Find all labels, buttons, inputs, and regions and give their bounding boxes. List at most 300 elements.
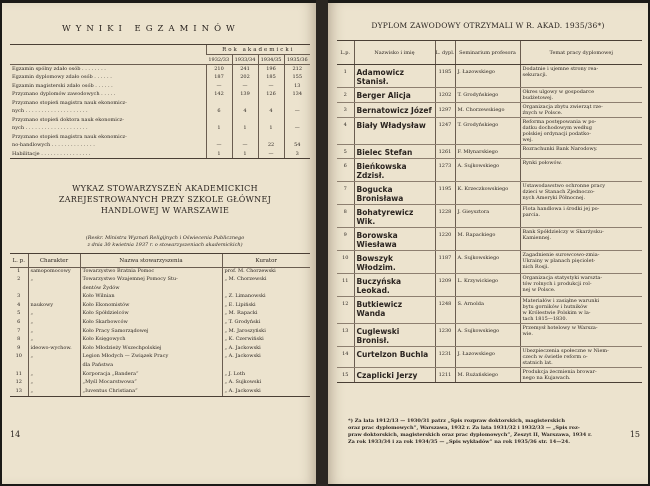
diploma-row: [337, 297, 642, 324]
graduate-name: Bowszyk Włodzim.: [354, 251, 435, 274]
topic-line: Kamiennej.: [522, 235, 552, 241]
assoc-lp: 3: [17, 293, 21, 300]
exam-value: [232, 133, 258, 142]
diploma-number: 1248: [435, 297, 455, 324]
diploma-topic: [520, 368, 642, 383]
exam-value: [284, 116, 310, 125]
curator-header: Kurator: [222, 254, 310, 268]
seminar-professor: F. Młynarskiego: [455, 145, 520, 159]
diploma-row: [337, 274, 642, 297]
footnote-line: *) Za lata 1912/13 — 1930/31 patrz „Spis rozpraw doktorskich, magisterskich: [348, 418, 565, 424]
graduate-name: Biały Władysław: [354, 118, 435, 145]
graduate-name: Cuglewski Bronisł.: [354, 324, 435, 347]
graduate-name: Berger Alicja: [354, 88, 435, 103]
associations-table: [10, 253, 310, 397]
assoc-row: [10, 371, 310, 380]
assoc-name: Korporacja „Bandera”: [80, 371, 222, 380]
exam-value: 6: [206, 107, 232, 116]
assoc-lp: 1: [17, 268, 21, 274]
diploma-lp: 12: [337, 297, 354, 324]
assoc-curator: „ M. Chorzewski: [222, 276, 310, 285]
seminar-professor: S. Arnolda: [455, 297, 520, 324]
diploma-number: 1230: [435, 324, 455, 347]
diploma-row: [337, 205, 642, 228]
exam-row: [10, 116, 310, 125]
year-header: 1935/36: [284, 55, 310, 65]
topic-line: nej w Polsce.: [522, 287, 556, 293]
diploma-row: [337, 118, 642, 145]
name-header: Nazwisko i imię: [354, 41, 435, 65]
lp-header: L.p.: [337, 41, 354, 65]
exam-value: 196: [258, 65, 284, 74]
exam-value: 210: [206, 65, 232, 74]
footnote-line: Za rok 1933/34 i za rok 1934/35 — „Spis wykładów” na rok 1935/36 str. 14—24.: [348, 439, 570, 445]
assoc-row: [10, 276, 310, 285]
assoc-curator: „ M. Jaroszyński: [222, 328, 310, 337]
topic-line: nego na Kujawach.: [522, 375, 571, 381]
assoc-character: „: [28, 388, 80, 397]
exam-row: [10, 133, 310, 142]
graduate-name: Bohatyrewicz Wik.: [354, 205, 435, 228]
assoc-name: Koło Młodzieży Wszechpolskiej: [80, 345, 222, 354]
page-number-right: 15: [629, 430, 640, 439]
assoc-curator: [222, 362, 310, 371]
diploma-number: 1273: [435, 159, 455, 182]
lp-header: L. p.: [10, 254, 28, 268]
assoc-character: „: [28, 371, 80, 380]
exam-row-label: nych . . . . . . . . . . . . . . . . . . . .: [12, 108, 88, 115]
topic-line: Bank Spółdzielczy w Skarżysku-: [522, 229, 604, 235]
seminar-professor: M. Rapackiego: [455, 228, 520, 251]
topic-line: wie.: [522, 331, 533, 337]
diploma-lp: 4: [337, 118, 354, 145]
year-header: 1933/34: [232, 55, 258, 65]
assoc-row: [10, 310, 310, 319]
diploma-row: [337, 145, 642, 159]
exam-value: 22: [258, 141, 284, 150]
exam-value: 202: [232, 73, 258, 82]
diploma-topic: [520, 159, 642, 182]
exam-value: 4: [258, 107, 284, 116]
diploma-row: [337, 228, 642, 251]
diploma-topic: [520, 347, 642, 368]
diploma-lp: 6: [337, 159, 354, 182]
year-header: 1934/35: [258, 55, 284, 65]
assoc-curator: „ A. Jackowski: [222, 345, 310, 354]
assoc-row: [10, 302, 310, 311]
assoc-character: „: [28, 328, 80, 337]
topic-line: Reforma postępowania w po-: [522, 119, 597, 125]
diploma-lp: 7: [337, 182, 354, 205]
assoc-lp: [10, 285, 28, 294]
topic-line: Organizacja zbytu zwierząt rze-: [522, 104, 603, 110]
topic-line: Rynki połowów.: [522, 160, 562, 166]
diploma-number: 1220: [435, 228, 455, 251]
diploma-lp: 11: [337, 274, 354, 297]
exam-value: 241: [232, 65, 258, 74]
topic-line: Rozrachunki Bank Narodowy.: [522, 146, 598, 152]
exam-row: [10, 124, 310, 133]
diploma-row: [337, 182, 642, 205]
graduate-name: Buczyńska Leokad.: [354, 274, 435, 297]
diploma-row: [337, 368, 642, 383]
assoc-name: Koło Wilnian: [80, 293, 222, 302]
topic-line: Ubezpieczenia społeczne w Niem-: [522, 348, 609, 354]
diploma-lp: 8: [337, 205, 354, 228]
topic-line: Ukrainy w planach pięciolet-: [522, 258, 596, 264]
assoc-curator: prof. M. Chorzewski: [222, 268, 310, 277]
exam-value: 54: [284, 141, 310, 150]
exam-row: [10, 65, 310, 74]
diploma-lp: 10: [337, 251, 354, 274]
assoc-note-line: z dnia 30 kwietnia 1937 r. o stowarzyszeniach akademickich): [87, 242, 243, 248]
exam-value: 1: [258, 124, 284, 133]
book-gutter: [316, 0, 328, 486]
topic-line: Zagadnienie surowcowo-zmia-: [522, 252, 600, 258]
diploma-row: [337, 159, 642, 182]
diploma-topic: [520, 251, 642, 274]
diploma-table: [337, 40, 642, 383]
exam-row-label: Habilitacje . . . . . . . . . . . . . . . .: [10, 150, 206, 159]
exam-value: —: [206, 82, 232, 91]
diploma-number: 1211: [435, 368, 455, 383]
diploma-list-title: DYPLOM ZAWODOWY OTRZYMALI W R. AKAD. 1935/36*): [371, 21, 605, 30]
exam-results-table: [10, 44, 310, 159]
diploma-topic: [520, 118, 642, 145]
exam-value: [232, 116, 258, 125]
diploma-number: 1261: [435, 145, 455, 159]
assoc-name: dentów Żydów: [80, 285, 222, 294]
assoc-name: Koło Księgowych: [80, 336, 222, 345]
exam-value: 1: [206, 124, 232, 133]
topic-line: tach 1815—1830.: [522, 316, 568, 322]
page-number-left: 14: [10, 430, 21, 439]
diploma-topic: [520, 65, 642, 88]
graduate-name: Bielec Stefan: [354, 145, 435, 159]
assoc-curator: „ A. Sujkowski: [222, 379, 310, 388]
assoc-curator: „ A. Jackowski: [222, 388, 310, 397]
exam-row-label: Egzamin spólny zdało osób . . . . . . . .: [12, 66, 106, 72]
assoc-character: ideowo-wychow.: [28, 345, 80, 354]
footnote: [348, 418, 630, 446]
graduate-name: Borowska Wiesława: [354, 228, 435, 251]
assoc-character: [28, 362, 80, 371]
diploma-topic: [520, 88, 642, 103]
diploma-row: [337, 324, 642, 347]
assoc-character: samopomocowy: [28, 268, 80, 277]
diploma-topic: [520, 297, 642, 324]
graduate-name: Curtelzon Buchla: [354, 347, 435, 368]
diploma-topic: [520, 274, 642, 297]
diploma-row: [337, 88, 642, 103]
diploma-number: 1247: [435, 118, 455, 145]
exam-value: 134: [284, 90, 310, 99]
assoc-name: „Iuventus Christiana”: [80, 388, 222, 397]
assoc-note-line: (Reskr. Ministra Wyznań Religijnych i Oświecenia Publicznego: [85, 235, 245, 241]
footnote-line: praw doktorskich, magisterskich oraz prac dyplomowych”, Zeszyt II, Warszawa, 1934 r.: [348, 432, 592, 438]
assoc-lp: 8: [17, 336, 21, 343]
assoc-row: [10, 268, 310, 277]
year-header: 1932/33: [206, 55, 232, 65]
exam-value: 4: [232, 107, 258, 116]
exam-value: —: [258, 82, 284, 91]
exam-row-label: Przyznano stopień magistra nauk ekonomicz-: [12, 133, 127, 140]
assoc-lp: 4: [17, 301, 21, 308]
assoc-row: [10, 336, 310, 345]
exam-value: —: [232, 82, 258, 91]
exam-value: [258, 116, 284, 125]
diploma-topic: [520, 103, 642, 118]
exam-row-label: Egzamin magisterski zdało osób . . . . . .: [12, 82, 113, 89]
exam-value: 1: [232, 150, 258, 159]
exam-value: —: [284, 107, 310, 116]
assoc-lp: 7: [17, 327, 21, 334]
topic-line: Organizacja statystyki warszta-: [522, 275, 603, 281]
topic-line: Materiałów i zasiąłne warunki: [522, 298, 600, 304]
assoc-name: Legion Młodych — Związek Pracy: [80, 353, 222, 362]
assoc-row: [10, 353, 310, 362]
exam-value: 1: [206, 150, 232, 159]
graduate-name: Adamowicz Stanisł.: [354, 65, 435, 88]
diploma-lp: 3: [337, 103, 354, 118]
assoc-character: „: [28, 310, 80, 319]
right-page: [328, 3, 648, 484]
assoc-name: „Myśl Mocarstwowa”: [80, 379, 222, 388]
assoc-curator: „ K. Czerwiński: [222, 336, 310, 345]
assoc-title-line: ZAREJESTROWANYCH PRZY SZKOLE GŁÓWNEJ: [58, 195, 272, 204]
exam-value: —: [258, 150, 284, 159]
exam-value: [206, 99, 232, 108]
assoc-name: Towarzystwo Wzajemnej Pomocy Stu-: [80, 276, 222, 285]
assoc-title-line: WYKAZ STOWARZYSZEŃ AKADEMICKICH: [72, 184, 258, 193]
diploma-number: 1209: [435, 274, 455, 297]
diploma-number: 1297: [435, 103, 455, 118]
academic-year-header: Rok akademicki: [206, 45, 310, 55]
exam-value: 139: [232, 90, 258, 99]
assoc-character: „: [28, 336, 80, 345]
topic-line: Dodatnie i ujemne strony rea-: [522, 66, 599, 72]
exam-value: 1: [232, 124, 258, 133]
diploma-number: 1228: [435, 205, 455, 228]
diploma-row: [337, 347, 642, 368]
diploma-row: [337, 65, 642, 88]
exam-value: 212: [284, 65, 310, 74]
exam-value: 3: [284, 150, 310, 159]
diploma-number: 1231: [435, 347, 455, 368]
exam-row-label: Przyznano stopień doktora nauk ekonomicz-: [12, 116, 124, 123]
exam-row-label: Przyznano dyplomów zawodowych . . . . .: [12, 91, 116, 98]
assoc-name: Koło Pracy Samorządowej: [80, 328, 222, 337]
assoc-character: [28, 293, 80, 302]
exam-value: [206, 133, 232, 142]
exam-row-label: Egzamin dyplomowy zdało osób . . . . . .: [12, 74, 112, 81]
topic-line: bytu gorników i hutników: [522, 304, 588, 310]
topic-line: nych Ameryki Północnej.: [522, 195, 586, 201]
seminar-professor: A. Sujkowskiego: [455, 251, 520, 274]
topic-line: dzieci w Stanach Zjednoczo-: [522, 189, 595, 195]
seminar-professor: T. Grodyńskiego: [455, 118, 520, 145]
assoc-character: „: [28, 319, 80, 328]
seminar-professor: J. Łazowskiego: [455, 347, 520, 368]
exam-row: [10, 82, 310, 91]
assoc-title-line: HANDLOWEJ W WARSZAWIE: [100, 206, 230, 215]
topic-line: polskiej ordynacji podatko-: [522, 131, 591, 137]
exam-row-label: nych . . . . . . . . . . . . . . . . . . . .: [12, 125, 88, 132]
topic-line: źnych w Polsce.: [522, 110, 563, 116]
seminar-professor: A. Sujkowskiego: [455, 324, 520, 347]
assoc-lp: 13: [10, 388, 28, 397]
assoc-character: „: [28, 379, 80, 388]
exam-value: 13: [284, 82, 310, 91]
diploma-lp: 15: [337, 368, 354, 383]
diploma-topic: [520, 228, 642, 251]
topic-line: czech w świetle reform o-: [522, 354, 588, 360]
assoc-curator: „ J. Loth: [222, 371, 310, 380]
exam-row: [10, 141, 310, 150]
topic-header: Temat pracy dyplomowej: [520, 41, 642, 65]
graduate-name: Bogucka Bronisława: [354, 182, 435, 205]
diploma-lp: 2: [337, 88, 354, 103]
assoc-title: [20, 183, 310, 216]
exam-value: [258, 133, 284, 142]
assoc-row: [10, 319, 310, 328]
seminar-professor: L. Krzywickiego: [455, 274, 520, 297]
exam-value: 187: [206, 73, 232, 82]
diploma-number: 1187: [435, 251, 455, 274]
assoc-curator: [222, 285, 310, 294]
topic-line: Przemysł hotelowy w Warsza-: [522, 325, 598, 331]
exam-value: —: [206, 141, 232, 150]
diploma-lp: 9: [337, 228, 354, 251]
assoc-lp: 12: [15, 379, 22, 386]
assoc-note: [20, 235, 310, 249]
assoc-lp: 5: [17, 310, 21, 317]
topic-line: wej.: [522, 137, 533, 143]
assoc-row: [10, 328, 310, 337]
left-page: [2, 3, 316, 484]
exam-row: [10, 150, 310, 159]
exam-row: [10, 90, 310, 99]
assoc-character: naukowy: [28, 302, 80, 311]
exam-results-title: WYNIKI EGZAMINÓW: [62, 24, 240, 34]
diploma-number: 1202: [435, 88, 455, 103]
assoc-lp: 11: [15, 370, 22, 377]
topic-line: parcia.: [522, 212, 541, 218]
topic-line: Flota handlowa i środki jej po-: [522, 206, 600, 212]
diploma-number: 1185: [435, 65, 455, 88]
exam-value: [284, 133, 310, 142]
assoc-curator: „ Z. Limanowski: [222, 293, 310, 302]
exam-row: [10, 73, 310, 82]
exam-label-header: [10, 45, 206, 65]
diploma-number-header: L. dypl.: [435, 41, 455, 65]
seminar-professor: J. Gieysztora: [455, 205, 520, 228]
seminar-professor: T. Grodyńskiego: [455, 88, 520, 103]
diploma-lp: 13: [337, 324, 354, 347]
exam-row: [10, 107, 310, 116]
assoc-row: [10, 379, 310, 388]
exam-value: [232, 99, 258, 108]
character-header: Charakter: [28, 254, 80, 268]
diploma-lp: 1: [337, 65, 354, 88]
assoc-row: [10, 345, 310, 354]
exam-row-label: no-handlowych . . . . . . . . . . . . . .: [12, 142, 95, 149]
assoc-curator: „ A. Jackowski: [222, 353, 310, 362]
seminar-professor: M. Rużańskiego: [455, 368, 520, 383]
assoc-lp: [10, 362, 28, 371]
assoc-name: Towarzystwo Bratnia Pomoc: [80, 268, 222, 277]
diploma-topic: [520, 324, 642, 347]
assoc-character: „: [28, 353, 80, 362]
assoc-lp: 10: [15, 353, 22, 360]
diploma-row: [337, 103, 642, 118]
assoc-character: [28, 285, 80, 294]
diploma-row: [337, 251, 642, 274]
footnote-line: oraz prac dyplomowych”, Warszawa, 1932 r. Za lata 1931/32 i 1932/33 — „Spis roz-: [348, 425, 580, 431]
topic-line: sekuracji.: [522, 72, 548, 78]
topic-line: Ustawodawstwo ochronne pracy: [522, 183, 606, 189]
seminar-professor: K. Krzeczkowskiego: [455, 182, 520, 205]
graduate-name: Bieńkowska Zdzisł.: [354, 159, 435, 182]
exam-value: [258, 99, 284, 108]
assoc-character: „: [28, 276, 80, 285]
assoc-name-header: Nazwa stowarzyszenia: [80, 254, 222, 268]
seminar-professor: M. Chorzewskiego: [455, 103, 520, 118]
topic-line: statnich lat.: [522, 360, 553, 366]
diploma-number: 1195: [435, 182, 455, 205]
topic-line: Produkcja żecmienia browar-: [522, 369, 597, 375]
topic-line: datku dochodowym według: [522, 125, 592, 131]
assoc-name: dla Państwa: [80, 362, 222, 371]
assoc-curator: „ E. Lipiński: [222, 302, 310, 311]
graduate-name: Bernatowicz Józef: [354, 103, 435, 118]
assoc-row: [10, 293, 310, 302]
exam-row: [10, 99, 310, 108]
diploma-lp: 14: [337, 347, 354, 368]
exam-value: —: [232, 141, 258, 150]
assoc-name: Koło Ekonomistów: [80, 302, 222, 311]
assoc-row: [10, 388, 310, 397]
exam-value: 155: [284, 73, 310, 82]
assoc-name: Koło Skarbowców: [80, 319, 222, 328]
assoc-row: [10, 362, 310, 371]
assoc-row: [10, 285, 310, 294]
graduate-name: Czaplicki Jerzy: [354, 368, 435, 383]
diploma-topic: [520, 205, 642, 228]
exam-value: [206, 116, 232, 125]
exam-value: —: [284, 124, 310, 133]
assoc-lp: 6: [17, 319, 21, 326]
diploma-lp: 5: [337, 145, 354, 159]
assoc-curator: „ M. Rapacki: [222, 310, 310, 319]
graduate-name: Butkiewicz Wanda: [354, 297, 435, 324]
assoc-name: Koło Spółdzielców: [80, 310, 222, 319]
exam-value: 142: [206, 90, 232, 99]
topic-line: tów rolnych i produkcji rol-: [522, 281, 592, 287]
topic-line: budżetowej.: [522, 95, 554, 101]
exam-row-label: Przyznano stopień magistra nauk ekonomicz-: [12, 99, 127, 106]
diploma-topic: [520, 145, 642, 159]
assoc-curator: „ T. Grodyński: [222, 319, 310, 328]
topic-line: Okres ulgowy w gospodarce: [522, 89, 595, 95]
seminar-professor: J. Łazowskiego: [455, 65, 520, 88]
assoc-lp: 2: [17, 276, 21, 283]
exam-value: 126: [258, 90, 284, 99]
diploma-topic: [520, 182, 642, 205]
seminar-header: Seminarium profesora: [455, 41, 520, 65]
exam-value: 185: [258, 73, 284, 82]
exam-value: [284, 99, 310, 108]
